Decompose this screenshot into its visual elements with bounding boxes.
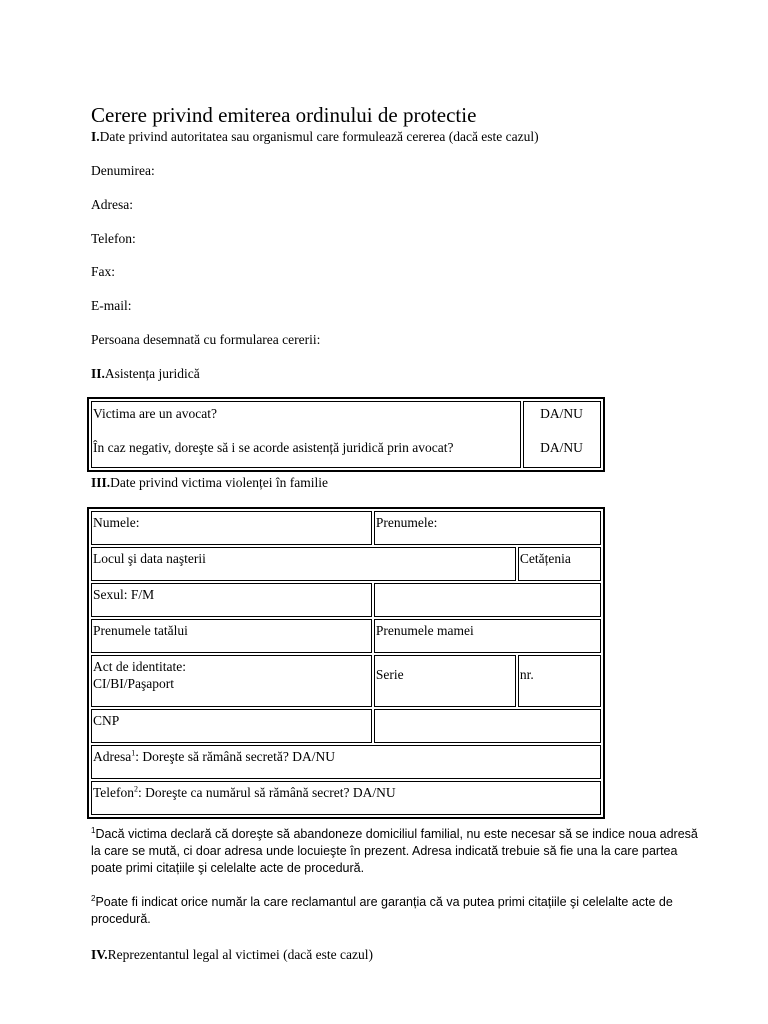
answer-lawyer: DA/NU [540, 406, 583, 421]
cell-adresa [91, 745, 601, 779]
field-fax: Fax: [91, 264, 116, 279]
cell-serie [374, 655, 516, 707]
cell-locul-nasterii [91, 547, 516, 581]
label-act-identitate: Act de identitate: [93, 659, 186, 674]
section-3-title: Date privind victima violenței în familie [110, 475, 328, 490]
answer-assistance: DA/NU [540, 440, 583, 455]
section-2-title: Asistența juridică [104, 366, 200, 381]
cell-sexul [91, 583, 372, 617]
section-3-number: III. [91, 475, 111, 490]
cell-cnp-value [374, 709, 601, 743]
section-2-number: II. [91, 366, 105, 381]
footnote-1-text: Dacă victima declară că doreşte să abandoneze domiciliul familial, nu este necesar să se indice noua adresă la care se mută, ci doar adresa unde locuieşte în prezent. Adresa indicată trebuie să fie una la care partea poate primi citațiile şi celelalte acte de procedură. [91, 827, 698, 875]
question-lawyer: Victima are un avocat? [93, 406, 217, 421]
label-prenumele-mamei: Prenumele mamei [375, 623, 474, 638]
field-email: E-mail: [91, 298, 132, 313]
cell-cetatenia [518, 547, 601, 581]
section-1-number: I. [91, 129, 100, 144]
label-telefon-secret: : Doreşte ca numărul să rămână secret? DA/NU [138, 785, 396, 800]
section-3-heading [91, 474, 328, 491]
footnote-1 [91, 826, 711, 877]
label-prenumele-tatalui: Prenumele tatălui [93, 623, 188, 638]
field-denumirea: Denumirea: [91, 163, 155, 178]
section-2-heading [91, 365, 200, 382]
cell-numele [91, 511, 372, 545]
cell-telefon [91, 781, 601, 815]
cell-sexul-value [374, 583, 601, 617]
label-act-tipuri: CI/BI/Paşaport [93, 676, 174, 691]
footnote-2-text: Poate fi indicat orice număr la care reclamantul are garanția că va putea primi citațiile şi celelalte acte de procedură. [91, 895, 673, 926]
footnote-ref-1: 1 [131, 748, 136, 758]
cell-act-identitate [91, 655, 372, 707]
label-adresa-secret: : Doreşte să rămână secretă? DA/NU [135, 749, 336, 764]
label-nr: nr. [519, 667, 534, 682]
cell-nr [518, 655, 601, 707]
footnote-2 [91, 894, 711, 928]
label-telefon: Telefon [93, 785, 135, 800]
section-1-title: Date privind autoritatea sau organismul care formulează cererea (dacă este cazul) [99, 129, 539, 144]
legal-answers-cell [523, 401, 601, 468]
cell-cnp [91, 709, 372, 743]
page-title: Cerere privind emiterea ordinului de protectie [91, 103, 477, 127]
cell-prenumele [374, 511, 601, 545]
label-sexul: Sexul: F/M [93, 587, 155, 602]
label-cnp: CNP [93, 713, 120, 728]
label-serie: Serie [375, 667, 404, 682]
section-4-number: IV. [91, 947, 108, 962]
footnote-1-marker: 1 [91, 825, 96, 835]
label-locul-nasterii: Locul şi data naşterii [93, 551, 206, 566]
legal-questions-cell [91, 401, 521, 468]
label-adresa: Adresa [93, 749, 132, 764]
cell-prenumele-tatalui [91, 619, 372, 653]
field-persoana: Persoana desemnată cu formularea cererii: [91, 332, 321, 347]
section-1-heading [91, 128, 539, 145]
field-adresa: Adresa: [91, 197, 133, 212]
footnote-ref-2: 2 [134, 784, 139, 794]
section-4-heading [91, 946, 373, 963]
label-numele: Numele: [93, 515, 140, 530]
footnote-2-marker: 2 [91, 893, 96, 903]
label-cetatenia: Cetățenia [519, 551, 571, 566]
field-telefon: Telefon: [91, 231, 136, 246]
cell-prenumele-mamei [374, 619, 601, 653]
label-prenumele: Prenumele: [375, 515, 438, 530]
section-4-title: Reprezentantul legal al victimei (dacă este cazul) [107, 947, 373, 962]
question-assistance: În caz negativ, doreşte să i se acorde asistență juridică prin avocat? [93, 440, 454, 455]
legal-assistance-table [87, 397, 605, 472]
victim-data-table [87, 507, 605, 819]
